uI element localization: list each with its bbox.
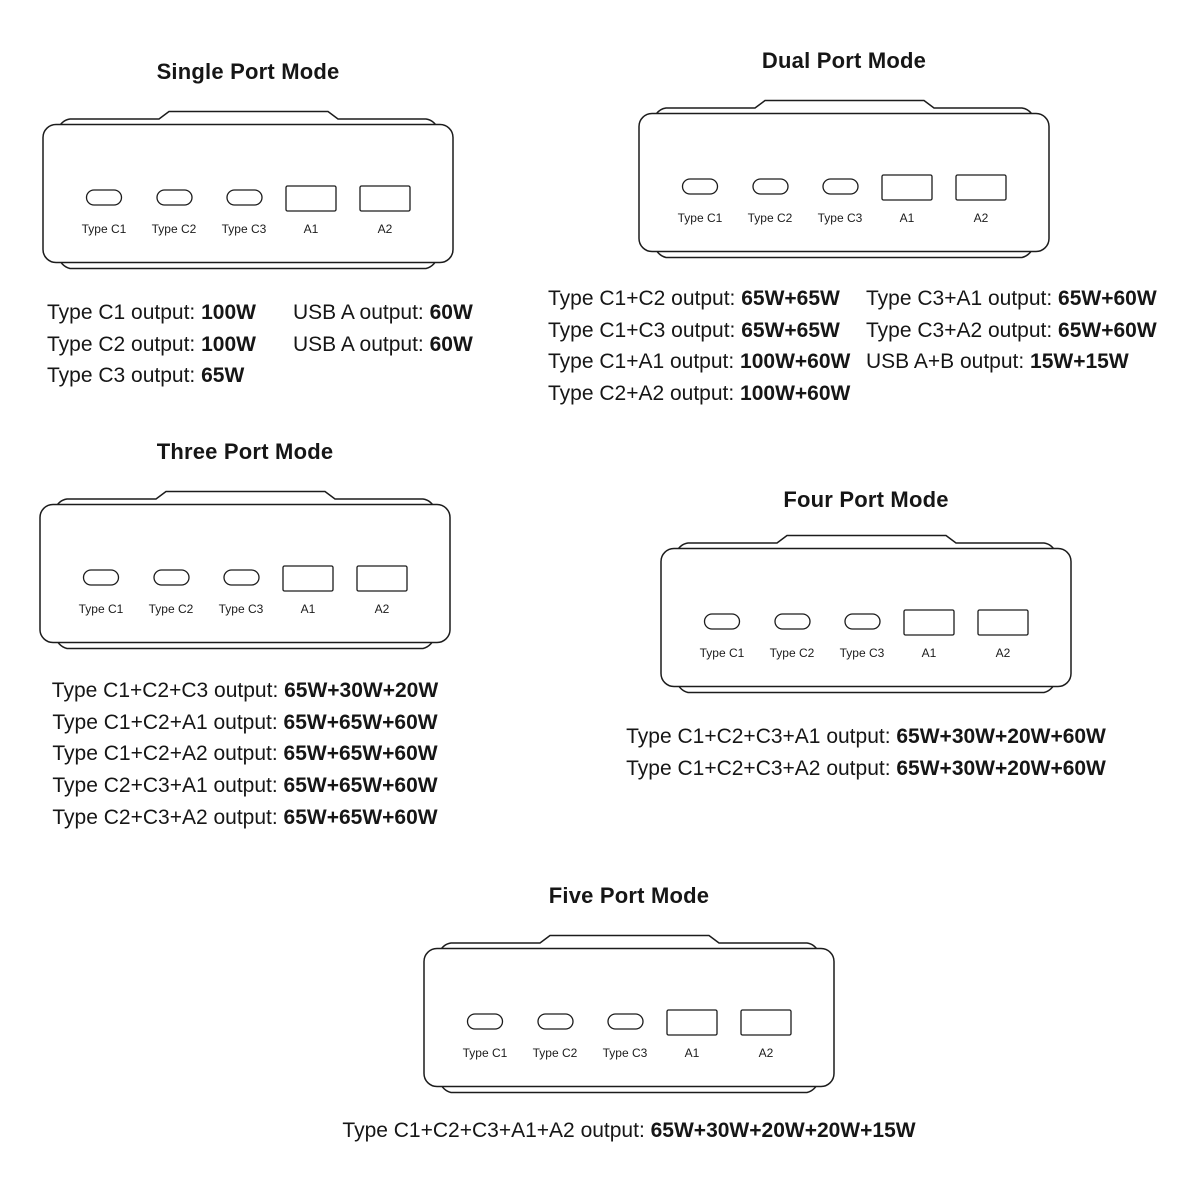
- spec-label: Type C2+C3+A1 output:: [52, 774, 284, 798]
- port-label-a2: A2: [377, 222, 393, 236]
- port-label-type-c2: Type C2: [769, 646, 815, 660]
- spec-value: 65W+30W+20W+20W+15W: [650, 1119, 916, 1142]
- spec-line: [47, 360, 256, 392]
- spec-line: [866, 283, 1157, 315]
- port-label-a2: A2: [758, 1046, 774, 1060]
- spec-label: Type C3+A1 output:: [866, 287, 1059, 310]
- spec-label: Type C1+C2 output:: [548, 287, 742, 310]
- spec-line: [293, 297, 473, 329]
- port-label-a2: A2: [973, 211, 989, 225]
- usb-c3-port: [823, 179, 858, 194]
- spec-label: Type C1+A1 output:: [548, 350, 741, 374]
- port-label-type-c3: Type C3: [218, 602, 264, 616]
- spec-label: USB A output:: [293, 301, 430, 324]
- spec-value: 65W+30W+20W: [284, 679, 439, 702]
- charger-device-dual-port: [638, 99, 1050, 261]
- usb-c2-port: [157, 190, 192, 205]
- port-label-type-c1: Type C1: [78, 602, 124, 616]
- charger-device-three-port: [39, 490, 451, 652]
- usb-a2-port: [978, 610, 1028, 635]
- spec-line: [616, 753, 1116, 785]
- port-label-type-c2: Type C2: [532, 1046, 578, 1060]
- port-label-type-c2: Type C2: [151, 222, 197, 236]
- spec-value: 100W: [201, 301, 256, 324]
- spec-line: [45, 802, 445, 834]
- spec-label: Type C1+C2+A1 output:: [52, 710, 284, 734]
- four-port-spec-block: [616, 721, 1116, 784]
- spec-label: Type C1+C2+C3+A2 output:: [626, 756, 897, 780]
- spec-line: [866, 315, 1157, 347]
- spec-line: [866, 346, 1157, 378]
- usb-a1-port: [882, 175, 932, 200]
- five-port-spec-block: [329, 1115, 929, 1147]
- spec-line: [293, 329, 473, 361]
- usb-c1-port: [84, 570, 119, 585]
- spec-label: Type C1+C3 output:: [548, 318, 742, 342]
- port-label-type-c1: Type C1: [462, 1046, 508, 1060]
- charger-outline-drawing: [423, 934, 835, 1096]
- charger-outline-drawing: [42, 110, 454, 272]
- section-title-single-port-mode: Single Port Mode: [156, 59, 340, 84]
- spec-line: [616, 721, 1116, 753]
- charger-outline-drawing: [660, 534, 1072, 696]
- spec-line: [548, 346, 850, 378]
- spec-label: Type C3+A2 output:: [866, 318, 1059, 342]
- port-label-type-c2: Type C2: [747, 211, 793, 225]
- spec-label: Type C1+C2+A2 output:: [52, 742, 284, 766]
- spec-value: 65W+65W+60W: [283, 805, 438, 829]
- port-label-type-c2: Type C2: [148, 602, 194, 616]
- port-label-type-c3: Type C3: [221, 222, 267, 236]
- port-label-a1: A1: [303, 222, 319, 236]
- spec-value: 100W+60W: [740, 382, 851, 406]
- usb-c1-port: [705, 614, 740, 629]
- spec-line: [548, 283, 850, 315]
- section-title-five-port-mode: Five Port Mode: [548, 883, 710, 908]
- section-title-three-port-mode: Three Port Mode: [156, 439, 334, 464]
- section-title-dual-port-mode: Dual Port Mode: [761, 48, 927, 73]
- usb-c2-port: [154, 570, 189, 585]
- charger-device-four-port: [660, 534, 1072, 696]
- spec-line: [548, 315, 850, 347]
- dual-port-spec-column-right: [866, 283, 1157, 378]
- charger-device-five-port: [423, 934, 835, 1096]
- usb-a2-port: [360, 186, 410, 211]
- spec-label: USB A+B output:: [866, 350, 1031, 374]
- charger-outline-drawing: [638, 99, 1050, 261]
- spec-value: 100W: [201, 332, 256, 356]
- usb-a1-port: [283, 566, 333, 591]
- usb-a2-port: [357, 566, 407, 591]
- charger-outline-drawing: [39, 490, 451, 652]
- usb-a2-port: [956, 175, 1006, 200]
- spec-line: [45, 738, 445, 770]
- three-port-spec-block: [45, 675, 445, 834]
- charger-device-single-port: [42, 110, 454, 272]
- usb-c3-port: [224, 570, 259, 585]
- spec-label: Type C2+C3+A2 output:: [52, 805, 284, 829]
- spec-value: 65W+65W+60W: [283, 774, 438, 798]
- usb-a1-port: [904, 610, 954, 635]
- spec-value: 65W+65W: [741, 318, 840, 342]
- spec-line: [47, 297, 256, 329]
- port-label-type-c1: Type C1: [699, 646, 745, 660]
- spec-line: [45, 675, 445, 707]
- usb-c2-port: [538, 1014, 573, 1029]
- spec-label: Type C1 output:: [47, 301, 202, 324]
- usb-c1-port: [683, 179, 718, 194]
- port-label-type-c1: Type C1: [677, 211, 723, 225]
- spec-value: 65W+60W: [1058, 287, 1157, 310]
- spec-label: Type C3 output:: [47, 364, 202, 388]
- port-label-a1: A1: [300, 602, 316, 616]
- single-port-spec-column-right: [293, 297, 473, 360]
- usb-c3-port: [608, 1014, 643, 1029]
- spec-label: USB A output:: [293, 332, 430, 356]
- spec-value: 65W+65W: [741, 287, 840, 310]
- spec-value: 65W+30W+20W+60W: [896, 725, 1106, 748]
- port-label-type-c3: Type C3: [839, 646, 885, 660]
- port-label-a1: A1: [899, 211, 915, 225]
- port-label-a2: A2: [374, 602, 390, 616]
- port-label-a1: A1: [684, 1046, 700, 1060]
- port-label-a1: A1: [921, 646, 937, 660]
- spec-value: 65W+30W+20W+60W: [896, 756, 1106, 780]
- usb-c2-port: [753, 179, 788, 194]
- usb-c3-port: [845, 614, 880, 629]
- usb-c3-port: [227, 190, 262, 205]
- port-label-type-c3: Type C3: [817, 211, 863, 225]
- port-label-a2: A2: [995, 646, 1011, 660]
- spec-value: 100W+60W: [740, 350, 851, 374]
- spec-line: [548, 378, 850, 410]
- spec-label: Type C2 output:: [47, 332, 202, 356]
- spec-line: [45, 707, 445, 739]
- usb-c2-port: [775, 614, 810, 629]
- spec-line: [45, 770, 445, 802]
- spec-value: 60W: [429, 332, 473, 356]
- usb-a2-port: [741, 1010, 791, 1035]
- spec-line: [47, 329, 256, 361]
- spec-value: 65W: [201, 364, 245, 388]
- usb-a1-port: [667, 1010, 717, 1035]
- spec-label: Type C1+C2+C3 output:: [51, 679, 285, 702]
- usb-a1-port: [286, 186, 336, 211]
- port-label-type-c3: Type C3: [602, 1046, 648, 1060]
- spec-value: 65W+65W+60W: [283, 742, 438, 766]
- spec-value: 15W+15W: [1030, 350, 1129, 374]
- spec-value: 65W+65W+60W: [283, 710, 438, 734]
- section-title-four-port-mode: Four Port Mode: [783, 487, 949, 512]
- port-label-type-c1: Type C1: [81, 222, 127, 236]
- spec-label: Type C1+C2+C3+A1+A2 output:: [342, 1119, 651, 1142]
- spec-value: 60W: [429, 301, 473, 324]
- usb-c1-port: [87, 190, 122, 205]
- usb-c1-port: [468, 1014, 503, 1029]
- spec-line: [329, 1115, 929, 1147]
- dual-port-spec-column-left: [548, 283, 850, 410]
- spec-label: Type C2+A2 output:: [548, 382, 741, 406]
- spec-value: 65W+60W: [1058, 318, 1157, 342]
- spec-label: Type C1+C2+C3+A1 output:: [626, 725, 897, 748]
- single-port-spec-column-left: [47, 297, 256, 392]
